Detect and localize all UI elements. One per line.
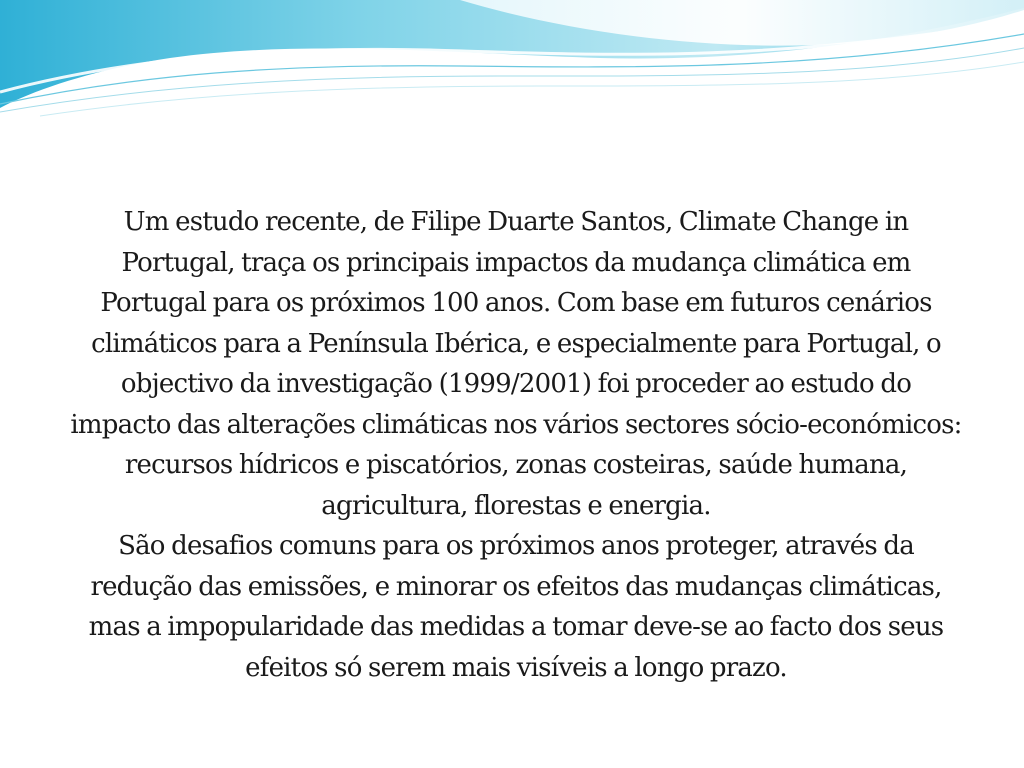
body-text — [70, 202, 962, 688]
header-wave-decoration — [0, 0, 1024, 120]
wave-line-3 — [40, 62, 1024, 116]
paragraph-2: São desafios comuns para os próximos anos proteger, através da redução das emissões, e minorar os efeitos das mudanças climáticas, mas a impopularidade das medidas a tomar deve-se ao facto dos seus efeitos só serem mais visíveis a longo prazo. — [88, 531, 944, 683]
paragraph-1: Um estudo recente, de Filipe Duarte Santos, Climate Change in Portugal, traça os principais impactos da mudança climática em Portugal para os próximos 100 anos. Com base em futuros cenários climáticos para a Península Ibérica, e especialmente para Portugal, o objectivo da investigação (1999/2001) foi proceder ao estudo do impacto das alterações climáticas nos vários sectores sócio-económicos: recursos hídricos e piscatórios, zonas costeiras, saúde humana, agricultura, florestas e energia. — [70, 207, 962, 521]
